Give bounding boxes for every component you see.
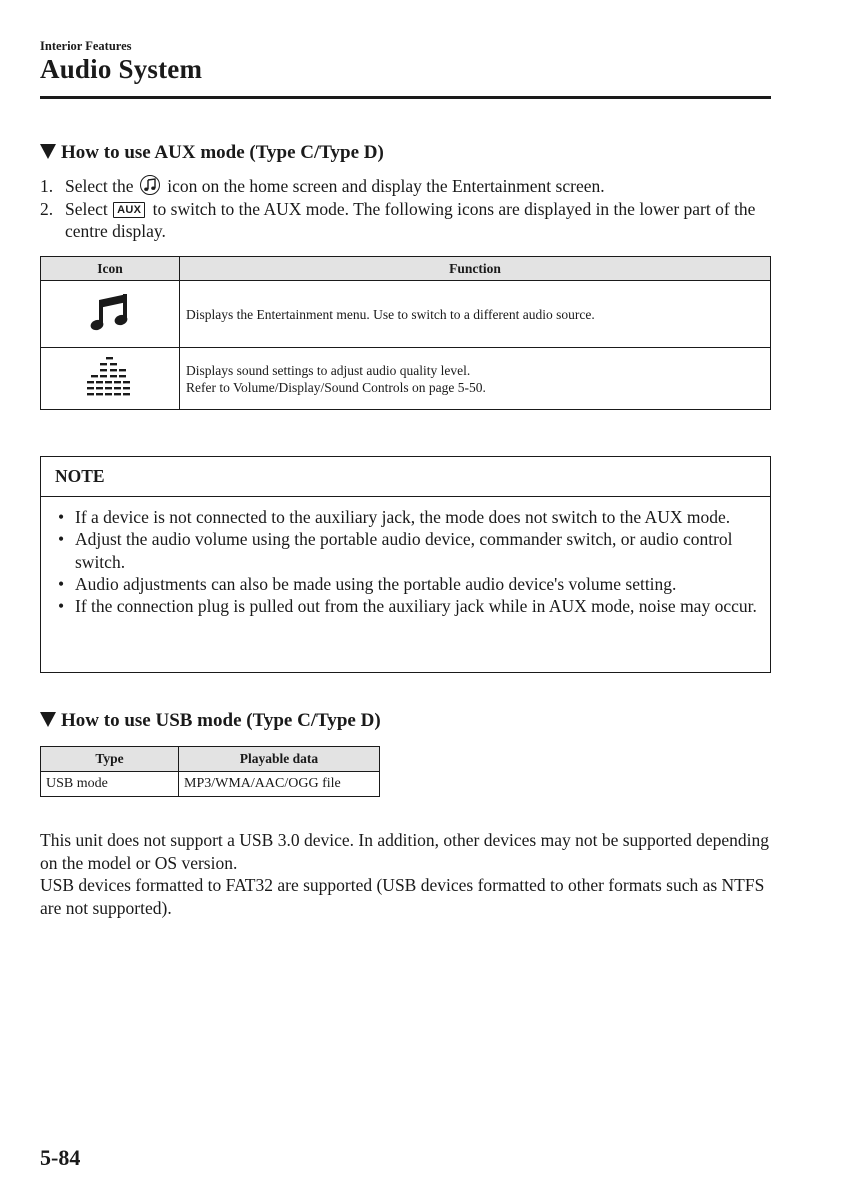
usb-paragraph: USB devices formatted to FAT32 are supported (USB devices formatted to other formats such as NTFS are not supported). — [40, 875, 765, 918]
table-header-playable-data: Playable data — [179, 747, 380, 772]
note-item-text: Audio adjustments can also be made using the portable audio device's volume setting. — [75, 573, 677, 594]
function-cell — [180, 281, 771, 348]
aux-heading-text: How to use AUX mode (Type C/Type D) — [61, 142, 384, 163]
page-title: Audio System — [40, 54, 203, 84]
function-cell — [180, 348, 771, 410]
note-item — [55, 528, 763, 573]
icon-function-table — [40, 256, 771, 410]
playable-data-cell: MP3/WMA/AAC/OGG file — [179, 772, 380, 797]
table-header-function: Function — [180, 257, 771, 281]
note-item — [55, 506, 763, 528]
usb-section-heading — [40, 710, 381, 732]
music-note-icon — [140, 175, 160, 195]
note-list — [55, 506, 763, 617]
note-item-text: If a device is not connected to the auxiliary jack, the mode does not switch to the AUX mode. — [75, 507, 731, 527]
note-title: NOTE — [55, 466, 105, 486]
aux-button-icon: AUX — [113, 202, 145, 218]
bullet-icon: • — [58, 573, 65, 594]
step-number: 2. — [40, 198, 54, 219]
aux-section-heading — [40, 142, 384, 164]
step-text: to switch to the AUX mode. The following icons are displayed in the lower part of the centre display. — [65, 198, 756, 241]
note-box — [40, 456, 771, 673]
function-text: Displays the Entertainment menu. Use to switch to a different audio source. — [186, 306, 595, 322]
step-item — [40, 198, 775, 243]
note-item-text: If the connection plug is pulled out from the auxiliary jack while in AUX mode, noise may occur. — [75, 596, 757, 617]
note-item — [55, 573, 763, 595]
usb-type-table — [40, 746, 380, 797]
triangle-marker-icon — [40, 144, 56, 159]
usb-support-text — [40, 829, 780, 919]
step-item — [40, 175, 775, 198]
note-divider — [41, 496, 770, 497]
bullet-icon: • — [58, 507, 65, 527]
icon-cell — [41, 348, 180, 410]
equalizer-icon — [86, 355, 134, 399]
step-text: Select — [65, 198, 108, 219]
title-divider — [40, 96, 771, 99]
table-row — [41, 772, 380, 797]
step-text: icon on the home screen and display the Entertainment screen. — [167, 176, 605, 196]
bullet-icon: • — [58, 529, 65, 550]
function-text: Displays sound settings to adjust audio quality level. — [186, 362, 471, 378]
table-row — [41, 348, 771, 410]
step-text: Select the — [65, 176, 134, 196]
usb-heading-text: How to use USB mode (Type C/Type D) — [61, 710, 381, 731]
chapter-label: Interior Features — [40, 39, 132, 53]
table-header-icon: Icon — [41, 257, 180, 281]
table-header-type: Type — [41, 747, 179, 772]
page-number: 5-84 — [40, 1145, 81, 1170]
usb-paragraph: This unit does not support a USB 3.0 device. In addition, other devices may not be supported depending on the model or OS version. — [40, 830, 770, 873]
triangle-marker-icon — [40, 712, 56, 727]
note-item — [55, 595, 763, 617]
note-item-text: Adjust the audio volume using the portable audio device, commander switch, or audio control switch. — [75, 529, 733, 572]
aux-steps-list — [40, 175, 775, 243]
music-note-icon — [88, 290, 132, 334]
bullet-icon: • — [58, 596, 65, 617]
function-text: Refer to Volume/Display/Sound Controls on page 5-50. — [186, 379, 486, 395]
step-number: 1. — [40, 176, 54, 196]
icon-cell — [41, 281, 180, 348]
table-row — [41, 281, 771, 348]
type-cell: USB mode — [41, 772, 179, 797]
